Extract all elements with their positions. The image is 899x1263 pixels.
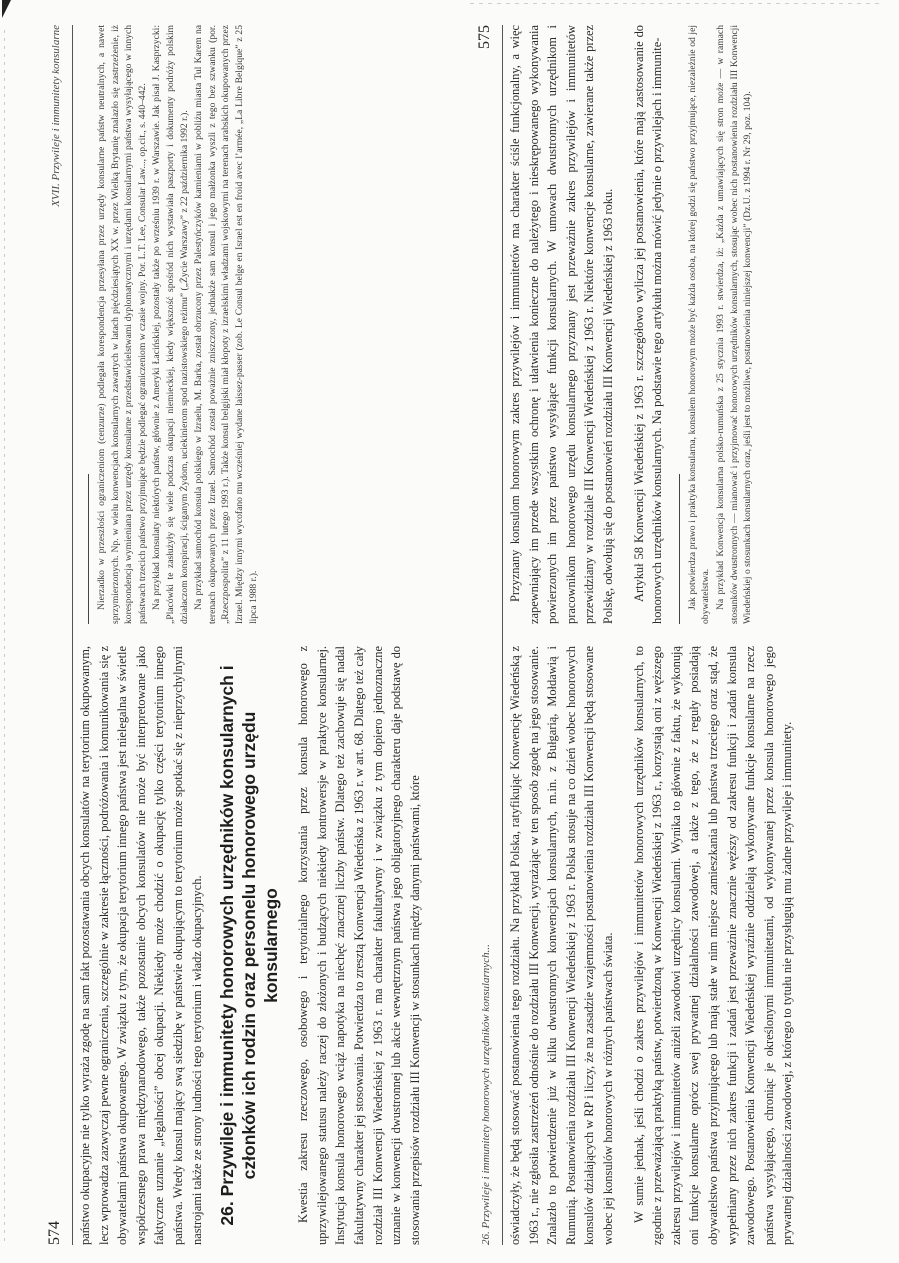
footnote-rule xyxy=(679,474,680,624)
section-title: 26. Przywileje i immunitety honorowych urzędników konsularnych i członków ich rodzin oraz personelu honorowego urzędu konsularnego xyxy=(217,665,282,1226)
right-page-column-1 xyxy=(506,646,866,1245)
body-paragraph: oświadczyły, że będą stosować postanowienia tego rozdziału. Na przykład Polska, ratyfikując Konwencję Wiedeńską z 1963 r., nie zgłosiła zastrzeżeń odnośnie do rozdziału III Konwencji, wyrażając w ten sposób zgodę na jego stosowanie. Znalazło to potwierdzenie już w kilku dwustronnych konwencjach konsularnych, m.in. z Bułgarią, Mołdawią i Rumunią. Postanowienia rozdziału III Konwencji Wiedeńskiej z 1963 r. Polska stosuje na co dzień wobec honorowych konsulów działających w RP i liczy, że na zasadzie wzajemności postanowienia rozdziału III Konwencji będą stosowane wobec jej konsulów honorowych w różnych państwach świata. xyxy=(508,646,615,1245)
page-number: 575 xyxy=(476,25,493,49)
left-page-column-1 xyxy=(76,646,436,1245)
running-head-title: 26. Przywileje i immunitety honorowych urzędników konsularnych... xyxy=(480,944,492,1245)
page-columns xyxy=(506,25,866,1245)
scan-corner-mark xyxy=(2,0,11,18)
running-head-rule xyxy=(502,25,503,1245)
right-page-column-2 xyxy=(506,25,866,624)
footnote: Jak potwierdza prawo i praktyka konsularna, konsulem honorowym może być każda osoba, na której godzi się państwo przyjmujące, niezależnie od jej obywatelstwa. xyxy=(686,25,712,624)
running-head xyxy=(46,25,70,1245)
scan-edge-line-top xyxy=(470,3,879,4)
footnote: Na przykład samochód konsula polskiego w Izraelu, M. Barka, został obrzucony przez Palestyńczyków kamieniami w pobliżu miasta Tul Karem na terenach okupowanych przez Izrael. Samochód został poważnie zniszczony, jednakże sam konsul i jego małżonka wyszli z tego bez szwanku (por. „Rzeczpospolita” z 11 lutego 1993 r.). Także konsul belgijski miał kłopoty z izraelskimi władzami wojskowymi na terenach arabskich okupowanych przez Izrael. Między innymi wycofano mu wcześniej wydane laissez-passer (zob. Le Consul belge en Israel est en froid avec l’armée, „La Libre Belgique” z 25 lipca 1988 r.). xyxy=(193,25,259,624)
footnote: Nierzadko w przeszłości ograniczeniom (cenzurze) podlegała korespondencja przesyłana przez urzędy konsularne państw neutralnych, a nawet sprzymierzonych. Np. w wielu konwencjach konsularnych zawartych w latach pięćdziesiątych XX w. przez Wielką Brytanię znalazło się zastrzeżenie, iż korespondencja wymieniana przez urzędy konsularne z przedstawicielstwami dyplomatycznymi i urzędami konsularnymi państwa wysyłającego w innych państwach trzecich państwo przyjmujące będzie podlegać ograniczeniom w czasie wojny. Por. L.T. Lee, Consular Law..., op.cit., s. 440–442. xyxy=(96,25,148,624)
footnote-rule xyxy=(88,474,89,624)
body-paragraph: Artykuł 58 Konwencji Wiedeńskiej z 1963 r. szczegółowo wylicza jej postanowienia, które mają zastosowanie do honorowych urzędników konsularnych. Na podstawie tego artykułu można mówić jedynie o przywilejach i immunite- xyxy=(631,25,665,624)
page-number: 574 xyxy=(46,1221,63,1245)
page-574 xyxy=(40,25,440,1245)
left-page-column-2 xyxy=(76,25,436,624)
page-columns xyxy=(76,25,436,1245)
running-head-rule xyxy=(72,25,73,1245)
body-paragraph: W sumie jednak, jeśli chodzi o zakres przywilejów i immunitetów honorowych urzędników konsularnych, to zgodnie z przeważającą praktyką państw, potwierdzoną w Konwencji Wiedeńskiej z 1963 r., korzystają oni z węższego zakresu przywilejów i immunitetów aniżeli zawodowi urzędnicy konsularni. Wynika to głównie z faktu, że wykonują oni funkcje konsularne oprócz swej prywatnej działalności zawodowej, a także z tego, że z reguły posiadają obywatelstwo państwa przyjmującego lub mają stałe w nim miejsce zamieszkania lub państwa trzeciego oraz stąd, że wypełniany przez nich zakres funkcji i zadań jest przeważnie znacznie węższy od zakresu funkcji i zadań konsula zawodowego. Postanowienia Konwencji Wiedeńskiej wyraźnie oddzielają wykonywane funkcje konsularne na rzecz państwa wysyłającego, chroniąc je określonymi immunitetami, od wykonywanej przez konsula honorowego jego prywatnej działalności zawodowej, z którego to tytułu nie przysługują mu żadne przywileje i immunitety. xyxy=(631,646,795,1245)
body-paragraph: Przyznany konsulom honorowym zakres przywilejów i immunitetów ma charakter ściśle funkcjonalny, a więc zapewniający im przede wszystkim ochronę i ułatwienia konieczne do należytego i nieskrępowanego wykonywania powierzonych im przez państwo wysyłające funkcji konsularnych. W umowach dwustronnych urzędnikom i pracownikom honorowego urzędu konsularnego przyznany jest przeważnie zakres przywilejów i immunitetów przewidziany w rozdziale III Konwencji Wiedeńskiej z 1963 r. Niektóre konwencje konsularne, zawierane także przez Polskę, odwołują się do postanowień rozdziału III Konwencji Wiedeńskiej z 1963 roku. xyxy=(508,25,615,624)
scan-edge-line xyxy=(4,30,5,1243)
footnote: Na przykład Konwencja konsularna polsko-rumuńska z 25 stycznia 1993 r. stwierdza, iż: „Każda z umawiających się stron może — w ramach stosunków dwustronnych — mianować i przyjmować honorowych urzędników konsularnych, stosując wobec nich postanowienia rozdziału III Konwencji Wiedeńskiej o stosunkach konsularnych oraz, jeśli jest to możliwe, postanowienia niniejszej konwencji” (Dz.U. z 1994 r. Nr 29, poz. 104). xyxy=(714,25,754,624)
footnote: Na przykład konsulaty niektórych państw, głównie z Ameryki Łacińskiej, pozostały także po wrześniu 1939 r. w Warszawie. Jak pisał J. Kasprzycki: „Placówki te zasłużyły się wiele podczas okupacji niemieckiej, kiedy większość spośród nich wystawiała paszporty i dokumenty podróży polskim działaczom konspiracji, ściganym Żydom, uciekinierom spod nazistowskiego reżimu” („Życie Warszawy” z 22 października 1992 r.). xyxy=(151,25,190,624)
body-paragraph: Kwestia zakresu rzeczowego, osobowego i terytorialnego korzystania przez konsula honorowego z uprzywilejowanego statusu należy raczej do złożonych i budzących niekiedy kontrowersje w praktyce konsularnej. Instytucja konsula honorowego wciąż napotyka na niechęć znacznej liczby państw. Dlatego też zachowuje się nadal fakultatywny charakter jej stosowania. Potwierdza to zresztą Konwencja Wiedeńska z 1963 r. w art. 68. Dlatego też cały rozdział III Konwencji Wiedeńskiej z 1963 r. ma charakter fakultatywny i w związku z tym dopiero jednoznaczne uznanie w konwencji dwustronnej lub akcie wewnętrznym państwa jego obligatoryjnego charakteru daje podstawę do stosowania przepisów rozdziału III Konwencji w stosunkach między danymi państwami, które xyxy=(296,646,422,1245)
page-575 xyxy=(470,25,870,1245)
body-paragraph: państwo okupacyjne nie tylko wyraża zgodę na sam fakt pozostawania obcych konsulatów na terytorium okupowanym, lecz wprowadza zazwyczaj pewne ograniczenia, szczególnie w zakresie łączności, podróżowania i komunikowania się z obywatelami państwa okupowanego. W związku z tym, że okupacja terytorium innego państwa jest nielegalna w świetle współczesnego prawa międzynarodowego, także pozostanie obcych konsulatów nie może być interpretowane jako faktyczne uznanie „legalności” obcej okupacji. Niekiedy może chodzić o okupację tylko części terytorium innego państwa. Wtedy konsul mający swą siedzibę w państwie okupującym to terytorium może spotkać się z nieprzychylnymi nastrojami także ze strony ludności tego terytorium i władz okupacyjnych. xyxy=(78,646,204,1245)
running-head xyxy=(476,25,500,1245)
running-head-title: XVII. Przywileje i immunitety konsularne xyxy=(50,25,62,207)
